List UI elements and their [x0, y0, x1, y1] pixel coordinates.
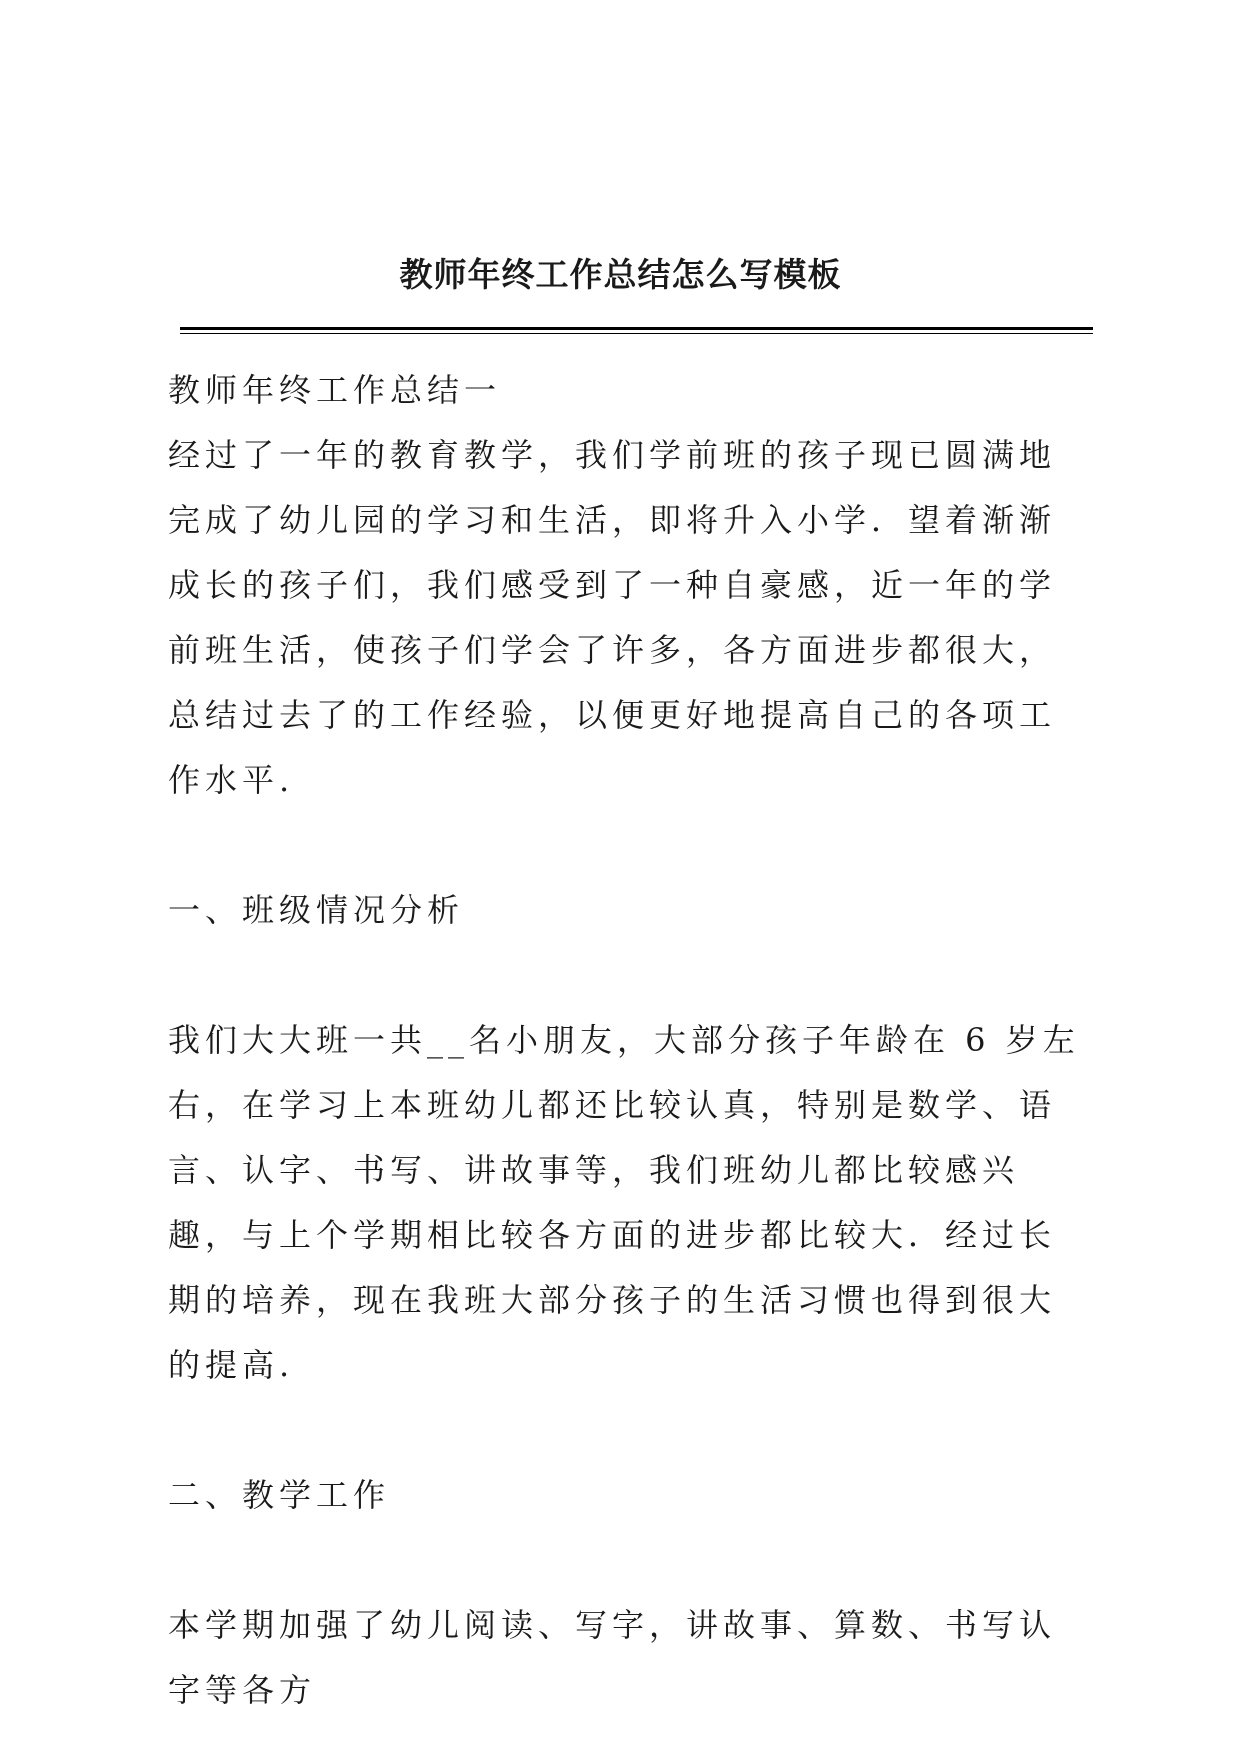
title-rule-thin	[180, 333, 1093, 334]
section-subtitle: 教师年终工作总结一	[168, 371, 502, 409]
document-body	[168, 358, 1088, 1723]
spacer	[168, 1528, 1088, 1593]
document-title: 教师年终工作总结怎么写模板	[399, 255, 842, 294]
heading-class-analysis: 一、班级情况分析	[168, 891, 465, 929]
spacer	[168, 1398, 1088, 1463]
spacer	[168, 943, 1088, 1008]
title-rule-thick	[180, 327, 1093, 330]
paragraph-class-analysis: 我们大大班一共__名小朋友，大部分孩子年龄在 6 岁左右，在学习上本班幼儿都还比较认真，特别是数学、语言、认字、书写、讲故事等，我们班幼儿都比较感兴趣，与上个学期相比较各方面的进步都比较大．经过长期的培养，现在我班大部分孩子的生活习惯也得到很大的提高.	[168, 1021, 1080, 1384]
paragraph-teaching-work: 本学期加强了幼儿阅读、写字，讲故事、算数、书写认字等各方	[168, 1606, 1057, 1709]
spacer	[168, 813, 1088, 878]
heading-teaching-work: 二、教学工作	[168, 1476, 391, 1514]
paragraph-intro: 经过了一年的教育教学，我们学前班的孩子现已圆满地完成了幼儿园的学习和生活，即将升入小学．望着渐渐成长的孩子们，我们感受到了一种自豪感，近一年的学前班生活，使孩子们学会了许多，各方面进步都很大，总结过去了的工作经验，以便更好地提高自己的各项工作水平.	[168, 436, 1057, 799]
